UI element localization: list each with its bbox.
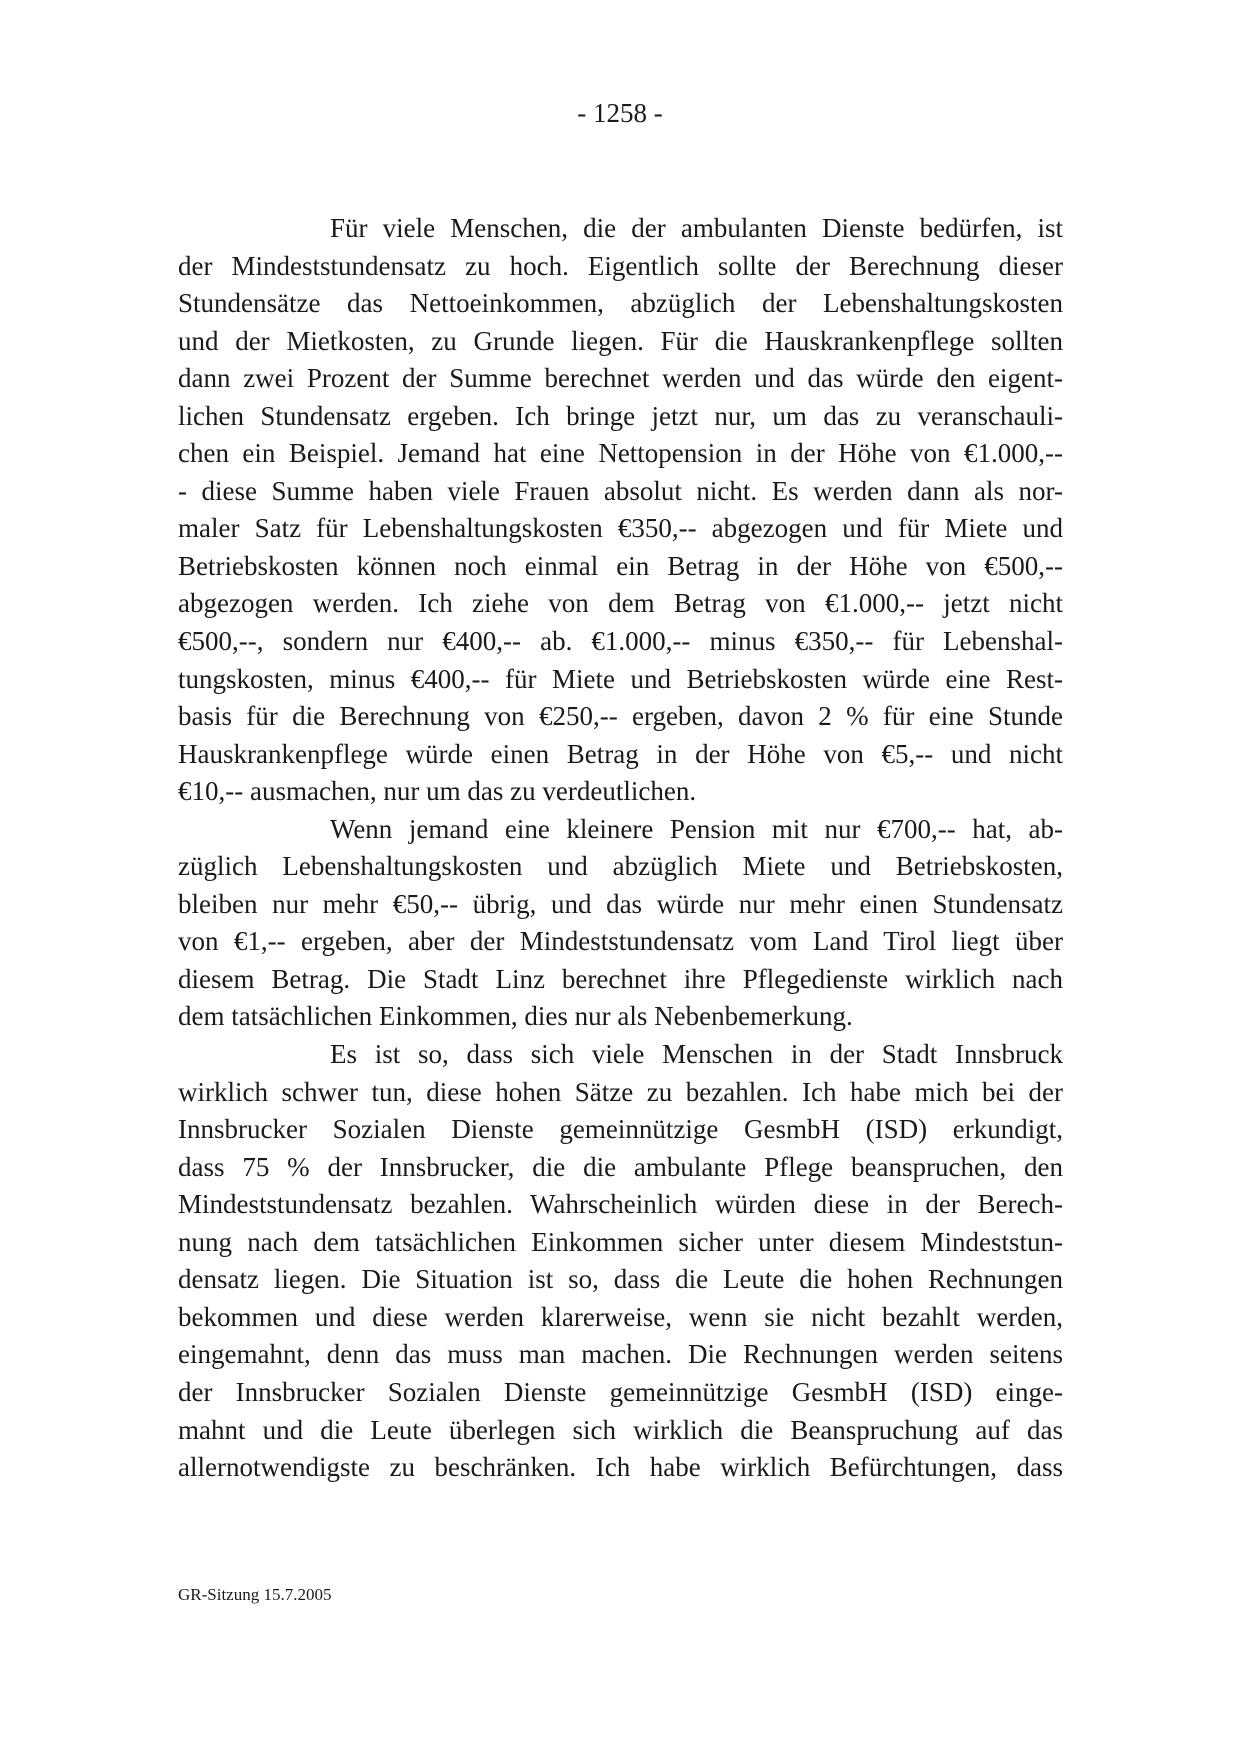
text-line: dass 75 % der Innsbrucker, die die ambulante Pflege beanspruchen, den (178, 1151, 1063, 1182)
text-line: diesem Betrag. Die Stadt Linz berechnet ihre Pflegedienste wirklich nach (178, 963, 1063, 994)
text-line: züglich Lebenshaltungskosten und abzüglich Miete und Betriebskosten, (178, 851, 1063, 882)
footer-session-date: GR-Sitzung 15.7.2005 (178, 1585, 332, 1604)
text-line: dann zwei Prozent der Summe berechnet werden und das würde den eigent- (178, 363, 1063, 394)
page-number: - 1258 - (577, 98, 663, 128)
paragraph (178, 1036, 1063, 1487)
text-line: Stundensätze das Nettoeinkommen, abzüglich der Lebenshaltungskosten (178, 288, 1063, 319)
text-line: €10,-- ausmachen, nur um das zu verdeutlichen. (178, 776, 697, 807)
text-line: Betriebskosten können noch einmal ein Betrag in der Höhe von €500,-- (178, 550, 1063, 581)
text-line: - diese Summe haben viele Frauen absolut nicht. Es werden dann als nor- (178, 475, 1063, 506)
text-line: Für viele Menschen, die der ambulanten Dienste bedürfen, ist (330, 213, 1063, 243)
text-line: basis für die Berechnung von €250,-- ergeben, davon 2 % für eine Stunde (178, 701, 1063, 732)
text-line: nung nach dem tatsächlichen Einkommen sicher unter diesem Mindeststun- (178, 1226, 1063, 1257)
text-line: bekommen und diese werden klarerweise, wenn sie nicht bezahlt werden, (178, 1301, 1063, 1332)
text-line: densatz liegen. Die Situation ist so, dass die Leute die hohen Rechnungen (178, 1264, 1063, 1295)
text-line: tungskosten, minus €400,-- für Miete und Betriebskosten würde eine Rest- (178, 663, 1063, 694)
text-line: wirklich schwer tun, diese hohen Sätze zu bezahlen. Ich habe mich bei der (178, 1076, 1063, 1107)
text-line: allernotwendigste zu beschränken. Ich habe wirklich Befürchtungen, dass (178, 1452, 1063, 1483)
text-line: Es ist so, dass sich viele Menschen in der Stadt Innsbruck (330, 1039, 1063, 1070)
paragraph (178, 811, 1063, 1036)
text-line: abgezogen werden. Ich ziehe von dem Betrag von €1.000,-- jetzt nicht (178, 588, 1063, 619)
text-line: Hauskrankenpflege würde einen Betrag in der Höhe von €5,-- und nicht (178, 738, 1063, 769)
text-line: mahnt und die Leute überlegen sich wirklich die Beanspruchung auf das (178, 1414, 1063, 1445)
text-line: Wenn jemand eine kleinere Pension mit nur €700,-- hat, ab- (330, 813, 1063, 844)
document-body (178, 210, 1063, 1487)
text-line: der Innsbrucker Sozialen Dienste gemeinnützige GesmbH (ISD) einge- (178, 1376, 1063, 1407)
text-line: dem tatsächlichen Einkommen, dies nur als Nebenbemerkung. (178, 1001, 853, 1032)
paragraph (178, 210, 1063, 811)
text-line: Mindeststundensatz bezahlen. Wahrscheinlich würden diese in der Berech- (178, 1189, 1063, 1220)
text-line: maler Satz für Lebenshaltungskosten €350,-- abgezogen und für Miete und (178, 513, 1063, 544)
text-line: lichen Stundensatz ergeben. Ich bringe jetzt nur, um das zu veranschauli- (178, 400, 1063, 431)
text-line: bleiben nur mehr €50,-- übrig, und das würde nur mehr einen Stundensatz (178, 888, 1063, 919)
text-line: und der Mietkosten, zu Grunde liegen. Für die Hauskrankenpflege sollten (178, 325, 1063, 356)
text-line: chen ein Beispiel. Jemand hat eine Nettopension in der Höhe von €1.000,-- (178, 438, 1063, 469)
text-line: Innsbrucker Sozialen Dienste gemeinnützige GesmbH (ISD) erkundigt, (178, 1114, 1063, 1145)
text-line: €500,--, sondern nur €400,-- ab. €1.000,-- minus €350,-- für Lebenshal- (178, 626, 1063, 657)
text-line: der Mindeststundensatz zu hoch. Eigentlich sollte der Berechnung dieser (178, 250, 1063, 281)
text-line: eingemahnt, denn das muss man machen. Die Rechnungen werden seitens (178, 1339, 1063, 1370)
text-line: von €1,-- ergeben, aber der Mindeststundensatz vom Land Tirol liegt über (178, 926, 1063, 957)
